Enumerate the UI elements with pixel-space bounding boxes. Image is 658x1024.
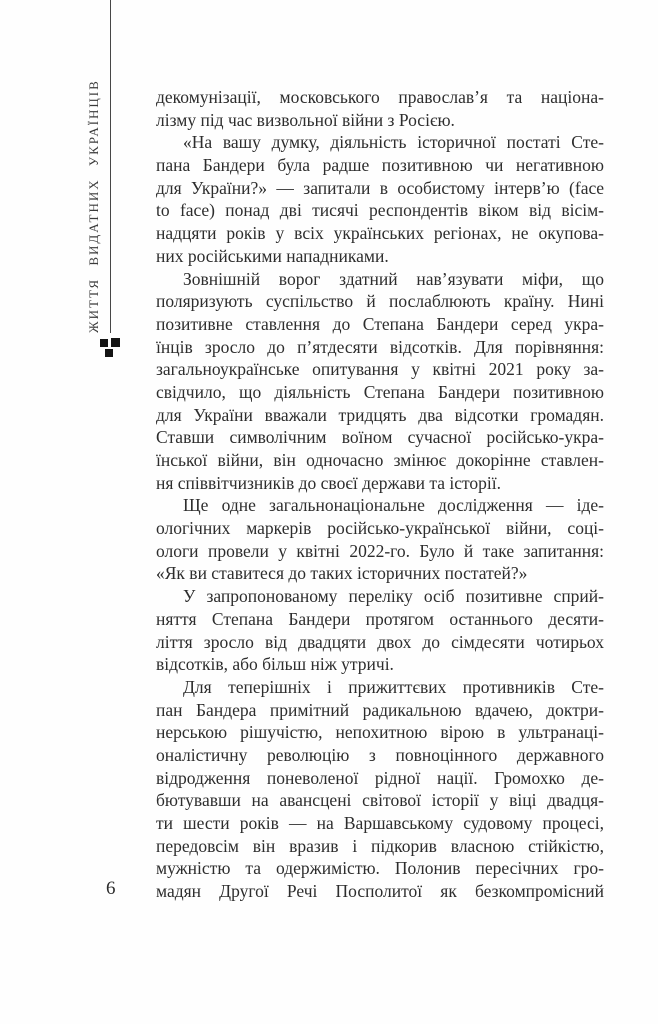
- text-line: їнської війни, він одночасно змінює докорінне ставлен-: [156, 450, 604, 470]
- text-line: надцяти років у всіх українських регіонах, не окупова-: [156, 223, 604, 244]
- text-line: мадян Другої Речі Посполитої як безкомпромісний: [156, 881, 604, 902]
- text-line: ліття зросло від двадцяти двох до сімдесяти чотирьох: [156, 631, 604, 652]
- text-line: ологи провели у квітні 2022-го. Було й таке запитання:: [156, 540, 604, 561]
- paragraph: [156, 676, 604, 903]
- text-line: У запропонованому переліку осіб позитивне сприй-: [183, 586, 604, 607]
- paragraph: [156, 494, 604, 585]
- paragraph: [156, 585, 604, 676]
- body-text: [156, 86, 604, 903]
- paragraph: [156, 86, 604, 131]
- text-line: ня співвітчизників до своєї держави та історії.: [156, 472, 502, 493]
- text-line: «Як ви ставитеся до таких історичних постатей?»: [156, 563, 528, 584]
- text-line: мужністю та одержимістю. Полонив пересічних гро-: [156, 858, 604, 879]
- text-line: Ставши символічним воїном сучасної російсько-укра-: [156, 427, 604, 448]
- text-line: оналістичну революцію з повноцінного державного: [156, 744, 604, 765]
- text-line: нерською рішучістю, непохитною вірою в ультранаці-: [156, 722, 604, 743]
- text-line: няття Степана Бандери протягом останнього десяти-: [156, 608, 604, 629]
- text-line: позитивне ставлення до Степана Бандери серед укра-: [156, 313, 604, 334]
- text-line: поляризують суспільство й послаблюють країну. Нині: [156, 291, 604, 312]
- ornament-square-top-left: [100, 339, 108, 347]
- text-line: ти шести років — на Варшавському судовому процесі,: [156, 813, 604, 833]
- text-line: to face) понад дві тисячі респондентів віком від вісім-: [156, 200, 604, 221]
- text-line: Зовнішній ворог здатний нав’язувати міфи, що: [183, 268, 604, 289]
- text-line: ологічних маркерів російсько-української війни, соці-: [156, 518, 604, 539]
- ornament-square-bottom: [105, 349, 113, 357]
- paragraph: [156, 131, 604, 267]
- text-line: свідчило, що діяльність Степана Бандери позитивною: [156, 381, 604, 402]
- text-line: для України?» — запитали в особистому інтерв’ю (face: [156, 177, 604, 198]
- text-line: для України вважали тридцять два відсотки громадян.: [156, 404, 604, 425]
- page-number: 6: [106, 878, 116, 899]
- text-line: «На вашу думку, діяльність історичної постаті Сте-: [183, 132, 604, 153]
- series-title-vertical: ЖИТТЯ ВИДАТНИХ УКРАЇНЦІВ: [86, 79, 101, 333]
- text-line: Ще одне загальнонаціональне дослідження — іде-: [183, 495, 604, 516]
- text-line: загальноукраїнське опитування у квітні 2021 року за-: [156, 359, 604, 380]
- text-line: бютувавши на авансцені світової історії у віці двадця-: [156, 790, 604, 811]
- spine-rule: [110, 0, 111, 333]
- paragraph: [156, 268, 604, 495]
- text-line: них російськими нападниками.: [156, 245, 389, 266]
- text-line: декомунізації, московського православ’я та націона-: [156, 87, 604, 107]
- text-line: лізму під час визвольної війни з Росією.: [156, 109, 455, 130]
- text-line: передовсім він вразив і підкорив власною стійкістю,: [156, 835, 604, 856]
- ornament-square-top-right: [111, 338, 120, 347]
- text-line: відсотків, або більш ніж утричі.: [156, 654, 394, 675]
- text-line: Для теперішніх і прижиттєвих противників Сте-: [183, 676, 604, 697]
- text-line: їнців зросло до п’ятдесяти відсотків. Для порівняння:: [156, 336, 604, 357]
- text-line: пана Бандери була радше позитивною чи негативною: [156, 155, 604, 176]
- text-line: відродження поневоленої рідної нації. Громохко де-: [156, 767, 604, 788]
- text-line: пан Бандера примітний радикальною вдачею, доктри-: [156, 699, 604, 720]
